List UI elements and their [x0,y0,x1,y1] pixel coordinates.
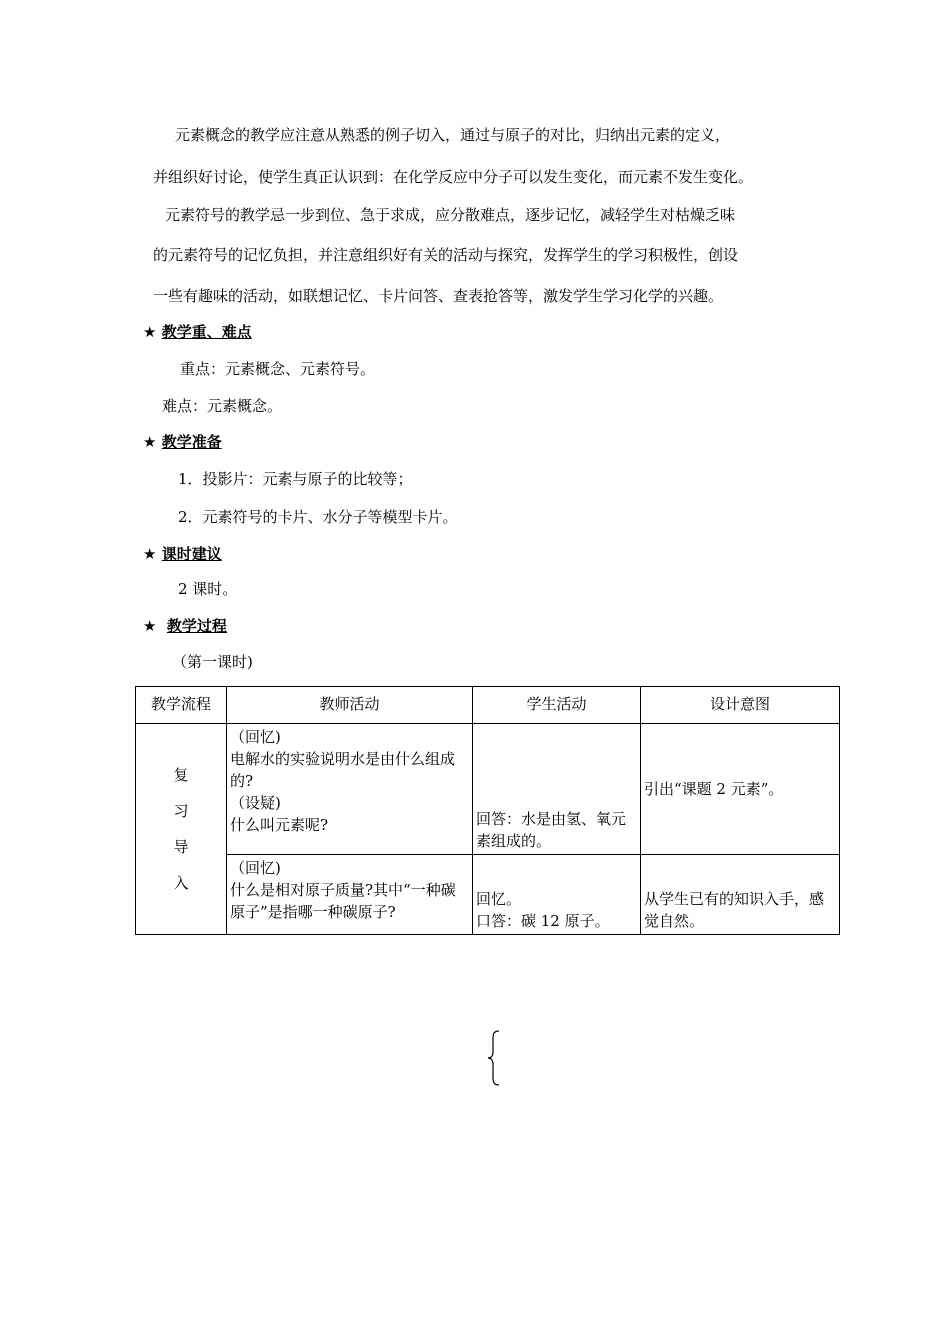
process-char: 入 [173,874,189,892]
table-row [136,855,840,935]
section-title: 教学准备 [161,433,222,451]
student-line: 素组成的。 [476,832,552,850]
intro-line-1: 元素概念的教学应注意从熟悉的例子切入，通过与原子的对比，归纳出元素的定义， [175,126,731,144]
process-char: 导 [173,838,189,856]
difficult-point-line: 难点：元素概念。 [162,397,283,415]
process-subtitle: （第一课时) [172,653,253,671]
teacher-line: （回忆) [230,859,281,877]
teacher-line: （回忆) [230,728,281,746]
section-heading-key-points [143,322,252,342]
section-heading-process [143,616,227,636]
section-heading-hours [143,544,222,564]
process-char: 复 [173,766,189,784]
intro-line-4: 的元素符号的记忆负担，并注意组织好有关的活动与探究，发挥学生的学习积极性，创设 [153,246,739,264]
student-line: 回忆。 [476,890,522,908]
teacher-line: 什么叫元素呢? [230,816,329,834]
teacher-line: 电解水的实验说明水是由什么组成的? [230,750,456,790]
section-title: 教学重、难点 [161,323,252,341]
curly-brace-icon [486,1030,502,1086]
star-icon: ★ [143,323,157,341]
process-char: 习 [173,802,189,820]
table-header-row [136,687,840,724]
student-cell [473,855,641,935]
section-heading-preparation [143,432,222,452]
preparation-item-1: 1．投影片：元素与原子的比较等； [178,470,413,488]
header-teacher: 教师活动 [227,687,473,724]
intent-cell: 引出“课题 2 元素”。 [641,724,840,855]
student-line: 回答：水是由氢、氧元 [476,810,627,828]
lesson-table [135,686,840,935]
process-cell [136,724,227,935]
teacher-line: （设疑) [230,794,281,812]
star-icon: ★ [143,617,157,635]
intro-line-5: 一些有趣味的活动，如联想记忆、卡片问答、查表抢答等，激发学生学习化学的兴趣。 [153,287,724,305]
header-process: 教学流程 [136,687,227,724]
teacher-cell [227,855,473,935]
header-intent: 设计意图 [641,687,840,724]
star-icon: ★ [143,545,157,563]
hours-line: 2 课时。 [178,580,238,598]
section-title: 教学过程 [166,617,227,635]
key-point-line: 重点：元素概念、元素符号。 [180,360,376,378]
intent-cell: 从学生已有的知识入手，感觉自然。 [641,855,840,935]
intro-line-2: 并组织好讨论，使学生真正认识到：在化学反应中分子可以发生变化，而元素不发生变化。 [153,168,754,186]
intro-line-3: 元素符号的教学忌一步到位、急于求成，应分散难点，逐步记忆，减轻学生对枯燥乏味 [165,206,736,224]
student-line: 口答：碳 12 原子。 [476,912,610,930]
section-title: 课时建议 [161,545,222,563]
teacher-line: 什么是相对原子质量?其中“一种碳原子”是指哪一种碳原子? [230,881,456,921]
student-cell [473,724,641,855]
teacher-cell [227,724,473,855]
star-icon: ★ [143,433,157,451]
header-student: 学生活动 [473,687,641,724]
table-row [136,724,840,855]
preparation-item-2: 2．元素符号的卡片、水分子等模型卡片。 [178,508,458,526]
